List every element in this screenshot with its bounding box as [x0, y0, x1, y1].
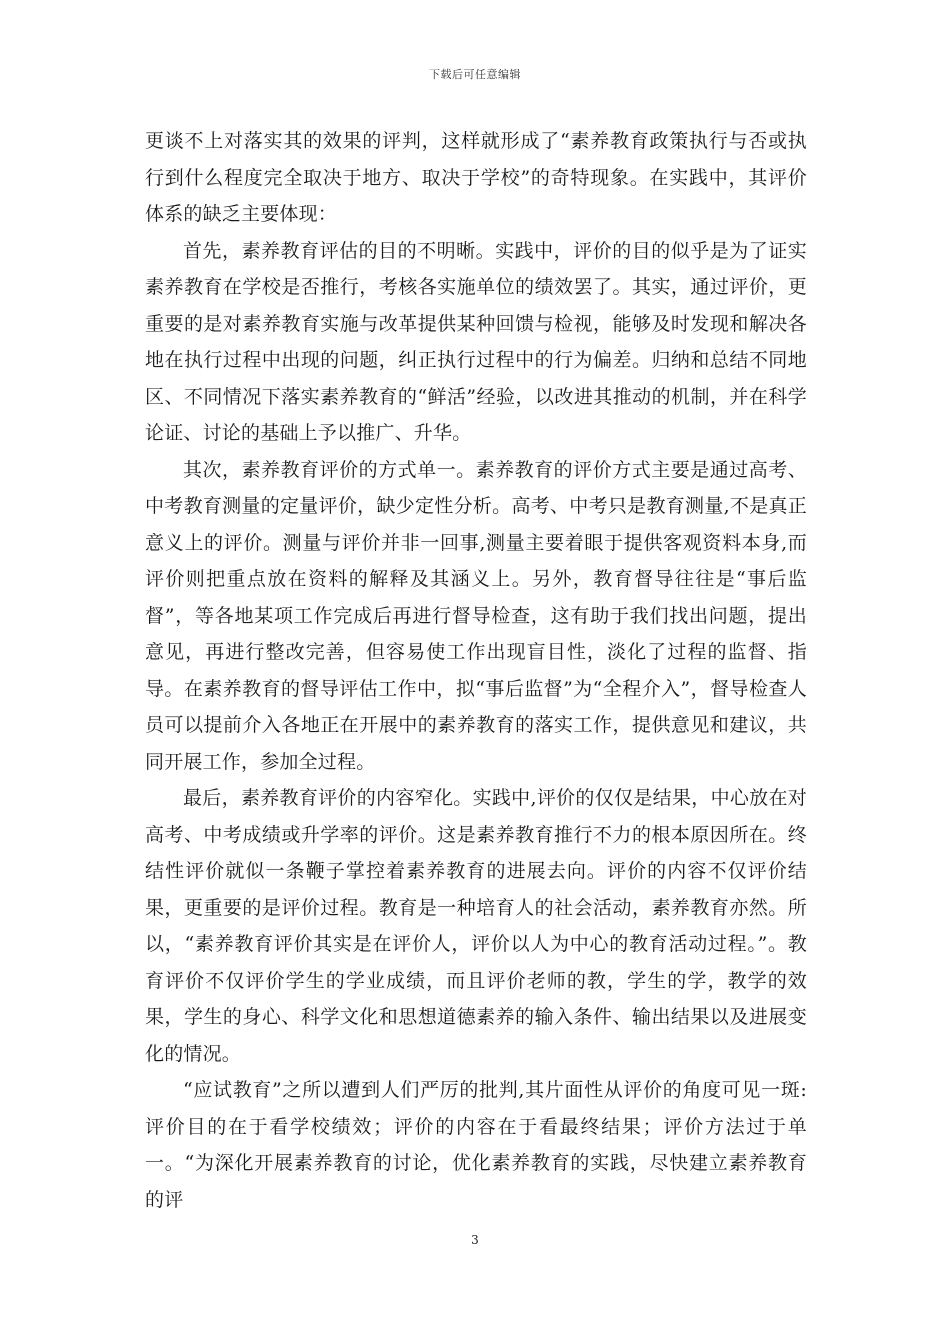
paragraph-second-point: 其次，素养教育评价的方式单一。素养教育的评价方式主要是通过高考、中考教育测量的定量评价，缺少定性分析。高考、中考只是教育测量,不是真正意义上的评价。测量与评价并非一回事,测量主要着眼于提供客观资料本身,而评价则把重点放在资料的解释及其涵义上。另外，教育督导往往是“事后监督”，等各地某项工作完成后再进行督导检查，这有助于我们找出问题，提出意见，再进行整改完善，但容易使工作出现盲目性，淡化了过程的监督、指导。在素养教育的督导评估工作中，拟“事后监督”为“全程介入”，督导检查人员可以提前介入各地正在开展中的素养教育的落实工作，提供意见和建议，共同开展工作，参加全过程。 — [145, 458, 807, 773]
paragraph-first-point: 首先，素养教育评估的目的不明晰。实践中，评价的目的似乎是为了证实素养教育在学校是否推行，考核各实施单位的绩效罢了。其实，通过评价，更重要的是对素养教育实施与改革提供某种回馈与检视，能够及时发现和解决各地在执行过程中出现的问题，纠正执行过程中的行为偏差。归纳和总结不同地区、不同情况下落实素养教育的“鲜活”经验，以改进其推动的机制，并在科学论证、讨论的基础上予以推广、升华。 — [145, 239, 807, 444]
page-number: 3 — [471, 1233, 479, 1247]
document-body — [145, 123, 807, 1218]
paragraph-third-point: 最后，素养教育评价的内容窄化。实践中,评价的仅仅是结果，中心放在对高考、中考成绩或升学率的评价。这是素养教育推行不力的根本原因所在。终结性评价就似一条鞭子掌控着素养教育的进展去向。评价的内容不仅评价结果，更重要的是评价过程。教育是一种培育人的社会活动，素养教育亦然。所以，“素养教育评价其实是在评价人，评价以人为中心的教育活动过程。”。教育评价不仅评价学生的学业成绩，而且评价老师的教，学生的学，教学的效果，学生的身心、科学文化和思想道德素养的输入条件、输出结果以及进展变化的情况。 — [145, 787, 807, 1065]
paragraph-continuation: 更谈不上对落实其的效果的评判，这样就形成了“素养教育政策执行与否或执行到什么程度完全取决于地方、取决于学校”的奇特现象。在实践中，其评价体系的缺乏主要体现： — [145, 130, 807, 225]
paragraph-exam-oriented: “应试教育”之所以遭到人们严厉的批判,其片面性从评价的角度可见一斑:评价目的在于看学校绩效；评价的内容在于看最终结果；评价方法过于单一。“为深化开展素养教育的讨论，优化素养教育的实践，尽快建立素养教育的评 — [145, 1079, 807, 1211]
page-header-note: 下载后可任意编辑 — [429, 68, 521, 81]
